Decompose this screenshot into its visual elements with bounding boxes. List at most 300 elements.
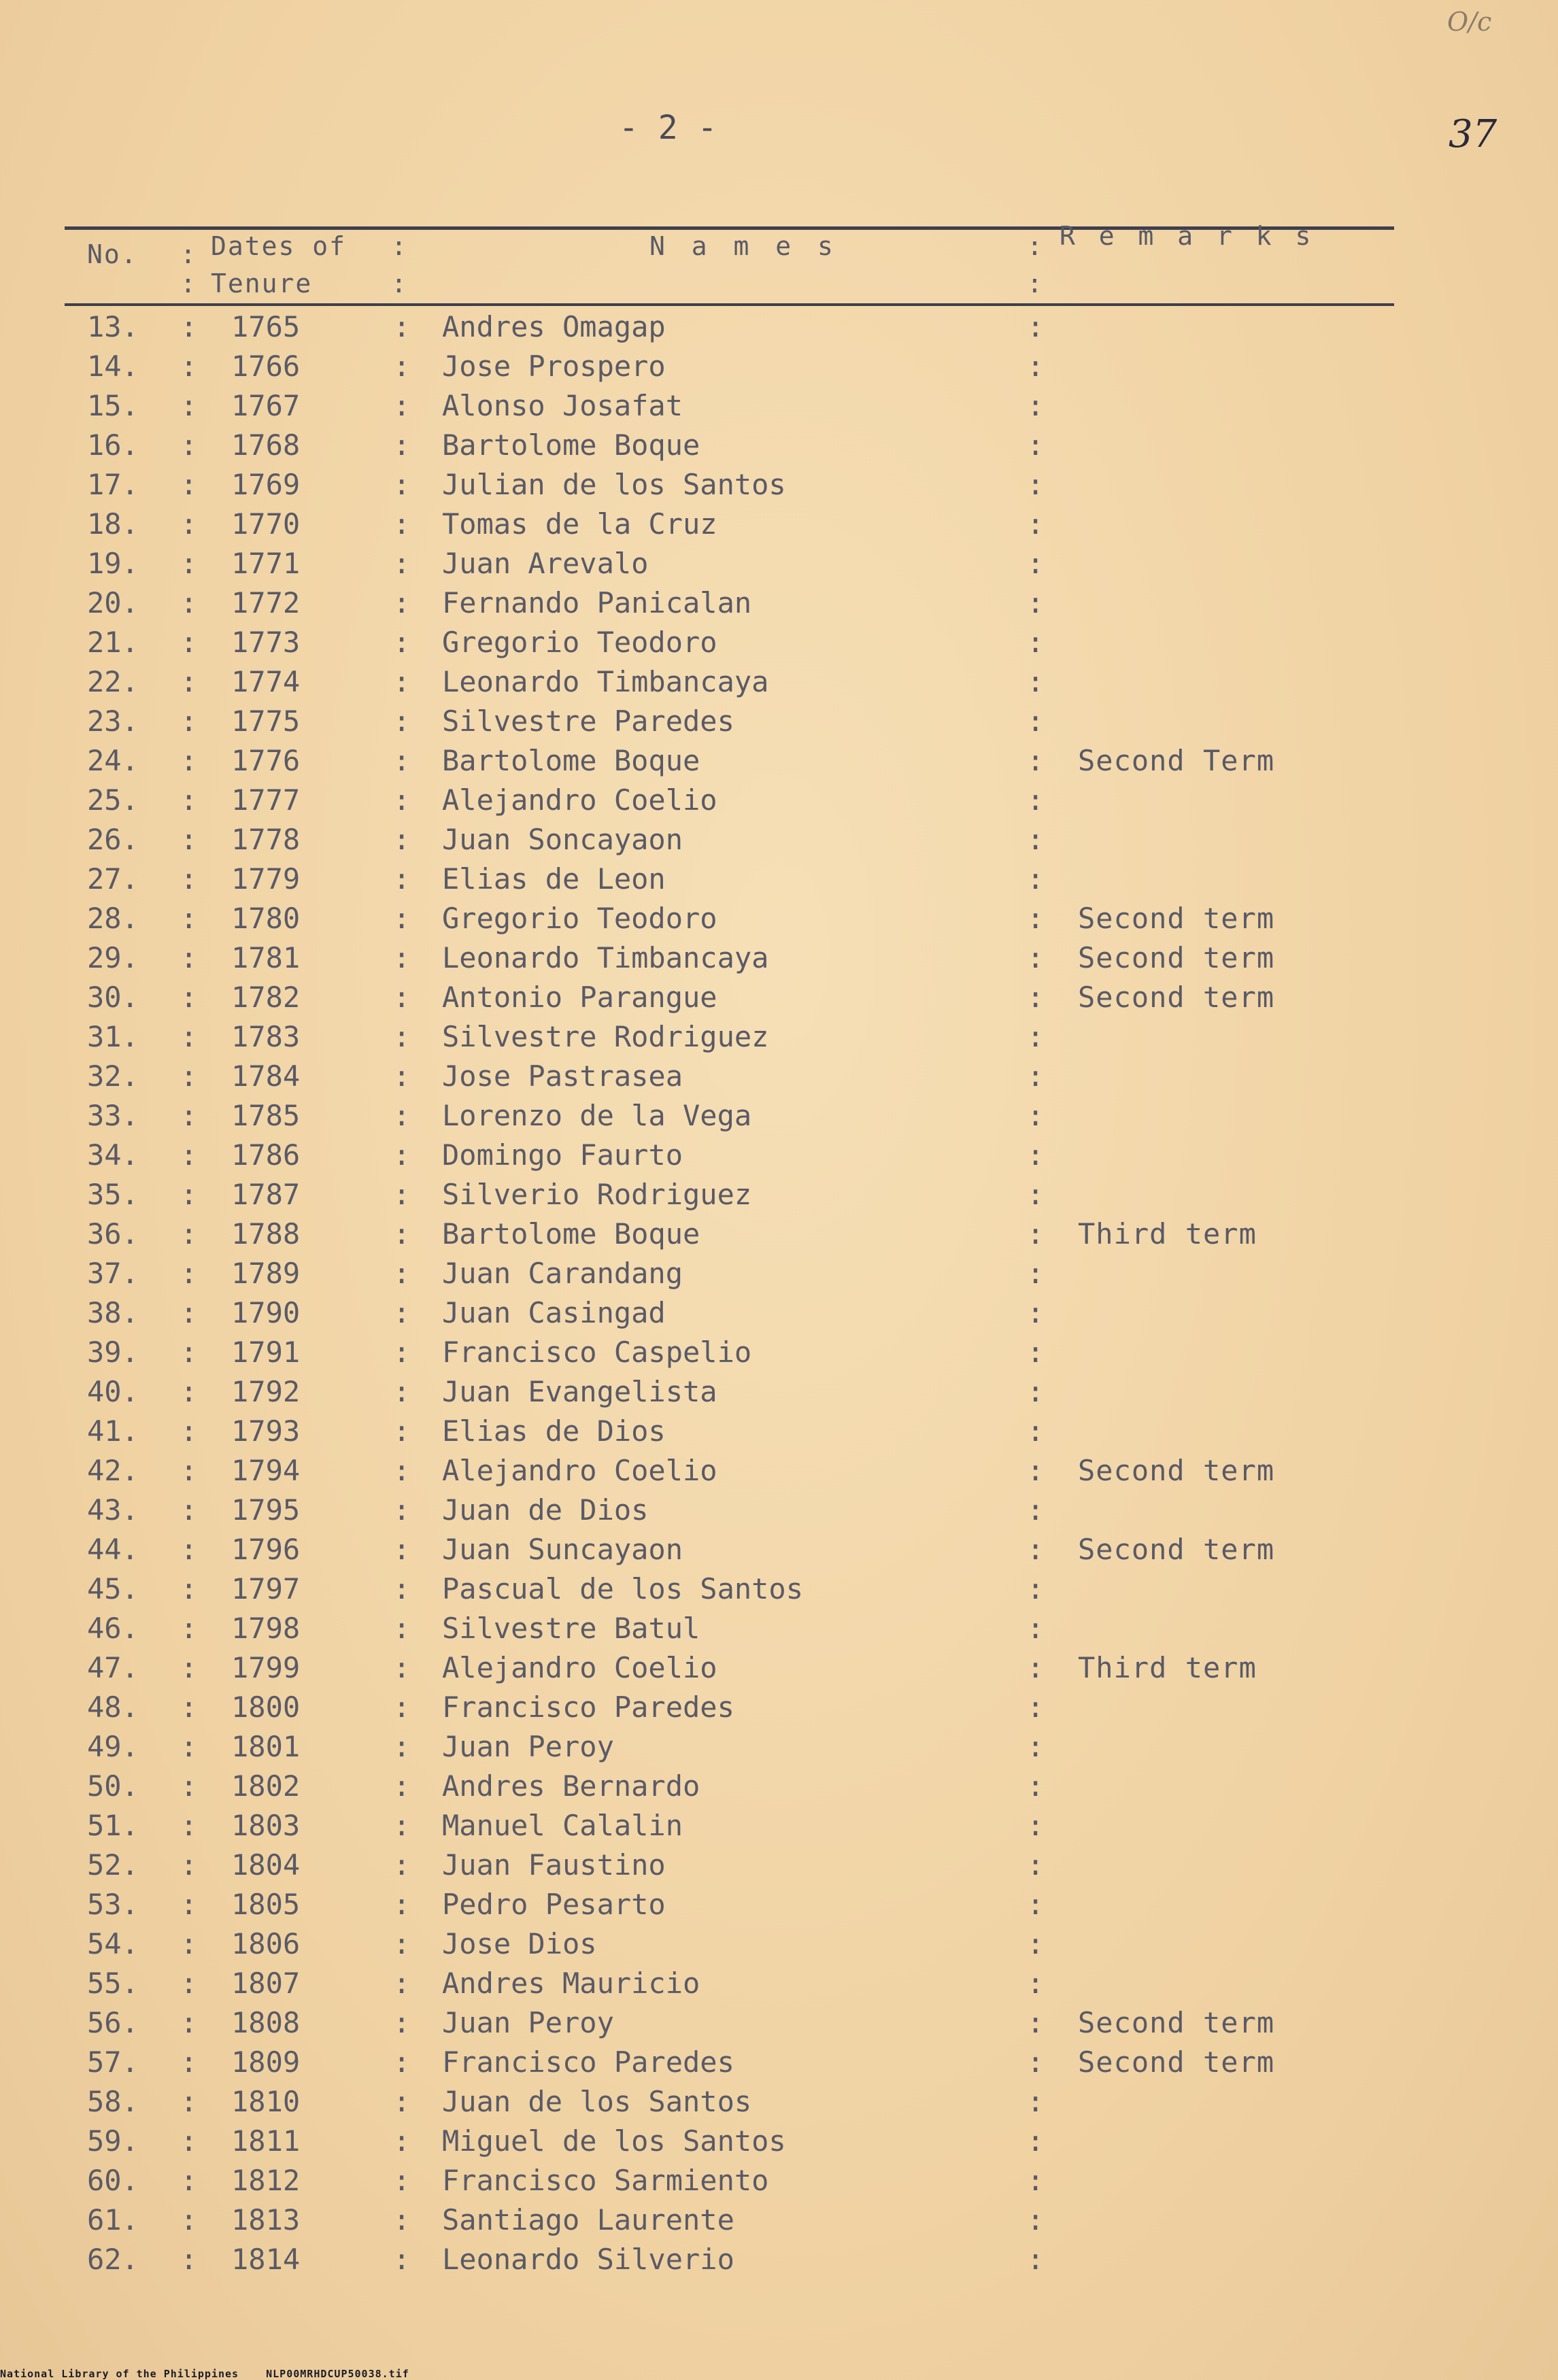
row-sep: : bbox=[180, 1769, 198, 1803]
row-number: 38. bbox=[87, 1296, 139, 1329]
table-row bbox=[0, 582, 1558, 622]
row-sep: : bbox=[1027, 2085, 1045, 2118]
row-name: Alejandro Coelio bbox=[442, 1454, 717, 1487]
row-name: Juan Arevalo bbox=[442, 547, 649, 580]
row-date: 1795 bbox=[231, 1493, 301, 1527]
row-date: 1766 bbox=[231, 350, 301, 383]
row-name: Miguel de los Santos bbox=[442, 2124, 786, 2158]
row-sep: : bbox=[180, 547, 198, 580]
row-date: 1802 bbox=[231, 1769, 301, 1803]
table-row bbox=[0, 1608, 1558, 1647]
row-name: Jose Dios bbox=[442, 1927, 597, 1960]
row-number: 54. bbox=[87, 1927, 139, 1960]
table-row bbox=[0, 424, 1558, 464]
table-row bbox=[0, 1686, 1558, 1726]
row-name: Tomas de la Cruz bbox=[442, 507, 717, 541]
row-date: 1812 bbox=[231, 2164, 301, 2197]
row-date: 1782 bbox=[231, 981, 301, 1014]
row-sep: : bbox=[393, 823, 411, 856]
row-remark: Second term bbox=[1078, 1533, 1275, 1566]
row-name: Juan Faustino bbox=[442, 1848, 666, 1882]
row-sep: : bbox=[180, 1651, 198, 1684]
row-sep: : bbox=[1027, 1454, 1045, 1487]
row-sep: : bbox=[393, 1769, 411, 1803]
row-sep: : bbox=[393, 468, 411, 501]
row-sep: : bbox=[393, 1927, 411, 1960]
row-number: 34. bbox=[87, 1138, 139, 1172]
row-sep: : bbox=[393, 2243, 411, 2276]
row-date: 1784 bbox=[231, 1059, 301, 1093]
header-dates-line1: Dates of bbox=[211, 231, 347, 261]
table-row bbox=[0, 1213, 1558, 1253]
row-number: 19. bbox=[87, 547, 139, 580]
row-sep: : bbox=[180, 1099, 198, 1132]
row-name: Bartolome Boque bbox=[442, 428, 700, 462]
row-sep: : bbox=[180, 1967, 198, 2000]
row-sep: : bbox=[1027, 1059, 1045, 1093]
row-sep: : bbox=[1027, 1375, 1045, 1408]
row-sep: : bbox=[393, 1217, 411, 1251]
table-row bbox=[0, 464, 1558, 503]
row-sep: : bbox=[393, 1730, 411, 1763]
table-row bbox=[0, 1253, 1558, 1292]
row-name: Pascual de los Santos bbox=[442, 1572, 804, 1605]
row-number: 26. bbox=[87, 823, 139, 856]
table-row bbox=[0, 1016, 1558, 1055]
table-row bbox=[0, 661, 1558, 700]
row-number: 43. bbox=[87, 1493, 139, 1527]
row-sep: : bbox=[1027, 2006, 1045, 2039]
row-sep: : bbox=[180, 2006, 198, 2039]
row-date: 1785 bbox=[231, 1099, 301, 1132]
table-row bbox=[0, 1095, 1558, 1134]
row-number: 22. bbox=[87, 665, 139, 698]
row-sep: : bbox=[1027, 468, 1045, 501]
row-number: 36. bbox=[87, 1217, 139, 1251]
table-row bbox=[0, 2160, 1558, 2199]
row-sep: : bbox=[180, 2124, 198, 2158]
table-row bbox=[0, 740, 1558, 779]
row-number: 50. bbox=[87, 1769, 139, 1803]
row-sep: : bbox=[180, 1612, 198, 1645]
row-sep: : bbox=[393, 2164, 411, 2197]
row-sep: : bbox=[393, 941, 411, 974]
row-number: 13. bbox=[87, 310, 139, 343]
row-name: Leonardo Timbancaya bbox=[442, 941, 769, 974]
row-sep: : bbox=[393, 981, 411, 1014]
row-date: 1774 bbox=[231, 665, 301, 698]
row-name: Santiago Laurente bbox=[442, 2203, 734, 2237]
row-sep: : bbox=[1027, 783, 1045, 817]
row-name: Julian de los Santos bbox=[442, 468, 786, 501]
table-row bbox=[0, 2239, 1558, 2278]
row-sep: : bbox=[393, 1651, 411, 1684]
row-sep: : bbox=[393, 665, 411, 698]
header-sep: : bbox=[180, 239, 197, 269]
row-number: 39. bbox=[87, 1336, 139, 1369]
table-row bbox=[0, 1292, 1558, 1331]
row-sep: : bbox=[393, 1138, 411, 1172]
row-date: 1771 bbox=[231, 547, 301, 580]
row-date: 1810 bbox=[231, 2085, 301, 2118]
row-number: 60. bbox=[87, 2164, 139, 2197]
header-sep: : bbox=[1027, 269, 1044, 299]
row-sep: : bbox=[180, 744, 198, 777]
row-sep: : bbox=[1027, 704, 1045, 738]
row-date: 1792 bbox=[231, 1375, 301, 1408]
row-number: 61. bbox=[87, 2203, 139, 2237]
table-row bbox=[0, 2081, 1558, 2120]
row-number: 31. bbox=[87, 1020, 139, 1053]
row-name: Juan Carandang bbox=[442, 1257, 683, 1290]
row-remark: Second term bbox=[1078, 941, 1275, 974]
row-number: 35. bbox=[87, 1178, 139, 1211]
table-row bbox=[0, 1529, 1558, 1568]
row-sep: : bbox=[180, 1888, 198, 1921]
row-date: 1797 bbox=[231, 1572, 301, 1605]
row-sep: : bbox=[180, 862, 198, 896]
row-date: 1770 bbox=[231, 507, 301, 541]
row-date: 1807 bbox=[231, 1967, 301, 2000]
row-sep: : bbox=[1027, 823, 1045, 856]
row-sep: : bbox=[393, 1178, 411, 1211]
row-number: 23. bbox=[87, 704, 139, 738]
row-number: 56. bbox=[87, 2006, 139, 2039]
row-sep: : bbox=[180, 1336, 198, 1369]
row-sep: : bbox=[1027, 1099, 1045, 1132]
row-sep: : bbox=[393, 1493, 411, 1527]
row-sep: : bbox=[1027, 389, 1045, 422]
row-name: Francisco Paredes bbox=[442, 1690, 734, 1724]
row-sep: : bbox=[1027, 2045, 1045, 2079]
row-sep: : bbox=[393, 1572, 411, 1605]
row-name: Lorenzo de la Vega bbox=[442, 1099, 752, 1132]
row-sep: : bbox=[180, 2203, 198, 2237]
row-date: 1777 bbox=[231, 783, 301, 817]
row-remark: Second term bbox=[1078, 2006, 1275, 2039]
officials-table bbox=[0, 306, 1558, 2278]
table-row bbox=[0, 819, 1558, 858]
row-sep: : bbox=[393, 1612, 411, 1645]
table-row bbox=[0, 1489, 1558, 1529]
footer bbox=[0, 2368, 430, 2380]
row-number: 55. bbox=[87, 1967, 139, 2000]
row-sep: : bbox=[1027, 1493, 1045, 1527]
table-row bbox=[0, 1174, 1558, 1213]
row-sep: : bbox=[1027, 1020, 1045, 1053]
row-sep: : bbox=[1027, 665, 1045, 698]
row-sep: : bbox=[393, 1099, 411, 1132]
row-date: 1790 bbox=[231, 1296, 301, 1329]
row-sep: : bbox=[1027, 1336, 1045, 1369]
row-sep: : bbox=[1027, 1809, 1045, 1842]
row-remark: Second term bbox=[1078, 2045, 1275, 2079]
row-sep: : bbox=[393, 2124, 411, 2158]
table-row bbox=[0, 1805, 1558, 1844]
row-sep: : bbox=[1027, 981, 1045, 1014]
row-name: Silvestre Paredes bbox=[442, 704, 734, 738]
row-sep: : bbox=[1027, 1927, 1045, 1960]
row-sep: : bbox=[1027, 2124, 1045, 2158]
row-name: Silverio Rodriguez bbox=[442, 1178, 752, 1211]
row-sep: : bbox=[1027, 1217, 1045, 1251]
row-name: Juan Peroy bbox=[442, 1730, 614, 1763]
row-name: Domingo Faurto bbox=[442, 1138, 683, 1172]
row-name: Pedro Pesarto bbox=[442, 1888, 666, 1921]
table-row bbox=[0, 779, 1558, 819]
row-sep: : bbox=[393, 626, 411, 659]
row-number: 49. bbox=[87, 1730, 139, 1763]
row-name: Jose Prospero bbox=[442, 350, 666, 383]
row-number: 21. bbox=[87, 626, 139, 659]
row-sep: : bbox=[393, 1809, 411, 1842]
header-sep: : bbox=[180, 269, 197, 299]
row-date: 1806 bbox=[231, 1927, 301, 1960]
row-date: 1789 bbox=[231, 1257, 301, 1290]
row-date: 1803 bbox=[231, 1809, 301, 1842]
footer-file: NLP00MRHDCUP50038.tif bbox=[266, 2368, 409, 2380]
row-name: Jose Pastrasea bbox=[442, 1059, 683, 1093]
header-sep: : bbox=[1027, 231, 1044, 261]
row-remark: Second Term bbox=[1078, 744, 1275, 777]
table-row bbox=[0, 1923, 1558, 1962]
row-date: 1813 bbox=[231, 2203, 301, 2237]
row-sep: : bbox=[393, 2203, 411, 2237]
table-row bbox=[0, 858, 1558, 898]
row-sep: : bbox=[1027, 1730, 1045, 1763]
row-sep: : bbox=[180, 1138, 198, 1172]
row-number: 30. bbox=[87, 981, 139, 1014]
row-sep: : bbox=[180, 2164, 198, 2197]
table-row bbox=[0, 1055, 1558, 1095]
row-sep: : bbox=[180, 1493, 198, 1527]
row-name: Alejandro Coelio bbox=[442, 783, 717, 817]
row-remark: Third term bbox=[1078, 1651, 1257, 1684]
row-name: Juan Casingad bbox=[442, 1296, 666, 1329]
row-name: Bartolome Boque bbox=[442, 744, 700, 777]
row-number: 37. bbox=[87, 1257, 139, 1290]
table-row bbox=[0, 385, 1558, 424]
row-sep: : bbox=[1027, 350, 1045, 383]
row-date: 1786 bbox=[231, 1138, 301, 1172]
row-name: Francisco Caspelio bbox=[442, 1336, 752, 1369]
row-date: 1811 bbox=[231, 2124, 301, 2158]
row-sep: : bbox=[393, 1454, 411, 1487]
row-sep: : bbox=[1027, 2203, 1045, 2237]
row-sep: : bbox=[1027, 1651, 1045, 1684]
row-sep: : bbox=[1027, 586, 1045, 619]
row-sep: : bbox=[180, 1296, 198, 1329]
row-name: Andres Mauricio bbox=[442, 1967, 700, 2000]
row-number: 62. bbox=[87, 2243, 139, 2276]
row-date: 1787 bbox=[231, 1178, 301, 1211]
row-number: 14. bbox=[87, 350, 139, 383]
row-number: 52. bbox=[87, 1848, 139, 1882]
row-date: 1788 bbox=[231, 1217, 301, 1251]
table-row bbox=[0, 1568, 1558, 1608]
row-sep: : bbox=[1027, 310, 1045, 343]
row-name: Elias de Dios bbox=[442, 1414, 666, 1448]
table-row bbox=[0, 1331, 1558, 1371]
table-row bbox=[0, 543, 1558, 582]
header-names: N a m e s bbox=[649, 231, 839, 261]
table-row bbox=[0, 1962, 1558, 2002]
row-sep: : bbox=[393, 862, 411, 896]
table-row bbox=[0, 2041, 1558, 2081]
row-number: 44. bbox=[87, 1533, 139, 1566]
row-name: Fernando Panicalan bbox=[442, 586, 752, 619]
row-number: 28. bbox=[87, 902, 139, 935]
row-sep: : bbox=[180, 981, 198, 1014]
table-row bbox=[0, 2002, 1558, 2041]
row-name: Andres Bernardo bbox=[442, 1769, 700, 1803]
row-remark: Second term bbox=[1078, 1454, 1275, 1487]
row-name: Juan Evangelista bbox=[442, 1375, 717, 1408]
row-sep: : bbox=[180, 1809, 198, 1842]
table-row bbox=[0, 700, 1558, 740]
row-sep: : bbox=[393, 1848, 411, 1882]
row-sep: : bbox=[180, 1572, 198, 1605]
row-date: 1809 bbox=[231, 2045, 301, 2079]
row-number: 53. bbox=[87, 1888, 139, 1921]
row-date: 1768 bbox=[231, 428, 301, 462]
row-sep: : bbox=[180, 1927, 198, 1960]
row-sep: : bbox=[393, 2085, 411, 2118]
row-name: Leonardo Silverio bbox=[442, 2243, 734, 2276]
table-row bbox=[0, 1134, 1558, 1174]
row-name: Alonso Josafat bbox=[442, 389, 683, 422]
row-sep: : bbox=[1027, 1769, 1045, 1803]
table-row bbox=[0, 1410, 1558, 1450]
row-sep: : bbox=[393, 1257, 411, 1290]
row-sep: : bbox=[180, 507, 198, 541]
table-row bbox=[0, 345, 1558, 385]
table-row bbox=[0, 1884, 1558, 1923]
header-no: No. bbox=[87, 239, 138, 269]
row-sep: : bbox=[1027, 744, 1045, 777]
row-date: 1781 bbox=[231, 941, 301, 974]
row-number: 48. bbox=[87, 1690, 139, 1724]
header-dates-line2: Tenure bbox=[211, 269, 313, 299]
header-sep: : bbox=[391, 231, 408, 261]
row-number: 17. bbox=[87, 468, 139, 501]
row-name: Juan Suncayaon bbox=[442, 1533, 683, 1566]
row-date: 1791 bbox=[231, 1336, 301, 1369]
row-number: 29. bbox=[87, 941, 139, 974]
row-sep: : bbox=[1027, 902, 1045, 935]
row-sep: : bbox=[180, 1690, 198, 1724]
row-date: 1801 bbox=[231, 1730, 301, 1763]
row-number: 15. bbox=[87, 389, 139, 422]
row-sep: : bbox=[180, 586, 198, 619]
row-sep: : bbox=[1027, 1296, 1045, 1329]
table-row bbox=[0, 976, 1558, 1016]
row-sep: : bbox=[1027, 1848, 1045, 1882]
row-sep: : bbox=[393, 547, 411, 580]
row-name: Juan Peroy bbox=[442, 2006, 614, 2039]
row-date: 1783 bbox=[231, 1020, 301, 1053]
row-sep: : bbox=[393, 1020, 411, 1053]
table-row bbox=[0, 622, 1558, 661]
row-sep: : bbox=[180, 1020, 198, 1053]
row-number: 25. bbox=[87, 783, 139, 817]
header-sep: : bbox=[391, 269, 408, 299]
table-row bbox=[0, 2120, 1558, 2160]
row-name: Bartolome Boque bbox=[442, 1217, 700, 1251]
table-row bbox=[0, 503, 1558, 543]
row-sep: : bbox=[180, 1217, 198, 1251]
row-name: Gregorio Teodoro bbox=[442, 902, 717, 935]
table-row bbox=[0, 1765, 1558, 1805]
row-date: 1765 bbox=[231, 310, 301, 343]
row-sep: : bbox=[393, 704, 411, 738]
row-name: Juan Soncayaon bbox=[442, 823, 683, 856]
row-date: 1776 bbox=[231, 744, 301, 777]
table-row bbox=[0, 1726, 1558, 1765]
row-sep: : bbox=[393, 1336, 411, 1369]
footer-library: National Library of the Philippines bbox=[0, 2368, 239, 2380]
row-sep: : bbox=[180, 783, 198, 817]
row-date: 1814 bbox=[231, 2243, 301, 2276]
table-row bbox=[0, 937, 1558, 976]
row-sep: : bbox=[180, 468, 198, 501]
row-sep: : bbox=[180, 1533, 198, 1566]
row-sep: : bbox=[180, 626, 198, 659]
table-row bbox=[0, 1647, 1558, 1686]
row-sep: : bbox=[180, 2085, 198, 2118]
row-sep: : bbox=[180, 2243, 198, 2276]
corner-note: O/c bbox=[1447, 7, 1492, 37]
row-sep: : bbox=[1027, 1967, 1045, 2000]
page-number: - 2 - bbox=[619, 109, 717, 147]
row-name: Francisco Sarmiento bbox=[442, 2164, 769, 2197]
row-date: 1804 bbox=[231, 1848, 301, 1882]
table-row bbox=[0, 1844, 1558, 1884]
table-row bbox=[0, 2199, 1558, 2239]
row-sep: : bbox=[1027, 1690, 1045, 1724]
row-name: Silvestre Batul bbox=[442, 1612, 700, 1645]
row-sep: : bbox=[1027, 507, 1045, 541]
row-number: 58. bbox=[87, 2085, 139, 2118]
row-date: 1800 bbox=[231, 1690, 301, 1724]
row-number: 27. bbox=[87, 862, 139, 896]
row-number: 32. bbox=[87, 1059, 139, 1093]
row-remark: Third term bbox=[1078, 1217, 1257, 1251]
row-sep: : bbox=[180, 389, 198, 422]
row-number: 45. bbox=[87, 1572, 139, 1605]
row-sep: : bbox=[393, 1059, 411, 1093]
row-number: 51. bbox=[87, 1809, 139, 1842]
row-sep: : bbox=[180, 902, 198, 935]
row-date: 1769 bbox=[231, 468, 301, 501]
row-remark: Second term bbox=[1078, 902, 1275, 935]
row-sep: : bbox=[393, 2006, 411, 2039]
row-date: 1808 bbox=[231, 2006, 301, 2039]
row-sep: : bbox=[180, 941, 198, 974]
row-date: 1793 bbox=[231, 1414, 301, 1448]
row-sep: : bbox=[1027, 626, 1045, 659]
row-number: 47. bbox=[87, 1651, 139, 1684]
table-row bbox=[0, 1450, 1558, 1489]
header-remarks: R e m a r k s bbox=[1060, 221, 1315, 251]
row-sep: : bbox=[393, 507, 411, 541]
row-number: 33. bbox=[87, 1099, 139, 1132]
row-sep: : bbox=[393, 1414, 411, 1448]
row-sep: : bbox=[393, 310, 411, 343]
row-sep: : bbox=[1027, 862, 1045, 896]
row-number: 42. bbox=[87, 1454, 139, 1487]
row-name: Alejandro Coelio bbox=[442, 1651, 717, 1684]
